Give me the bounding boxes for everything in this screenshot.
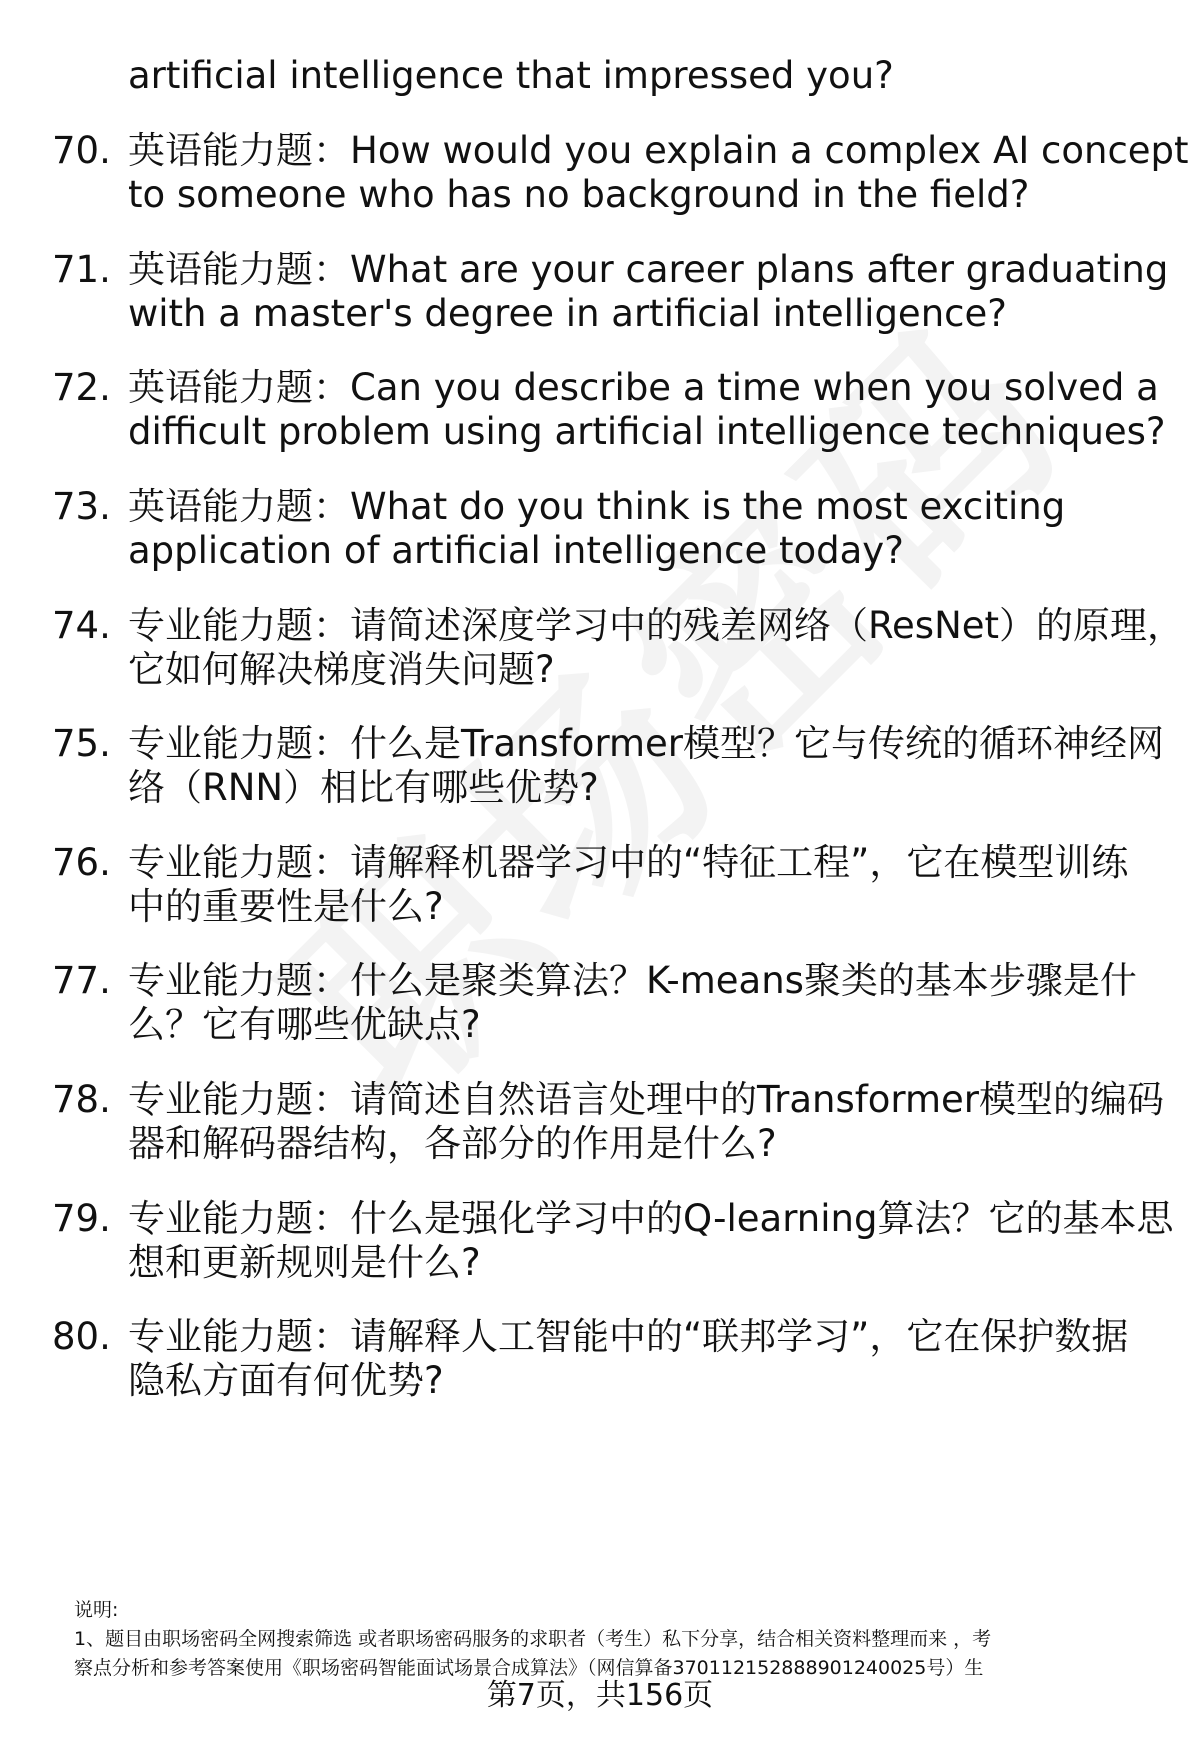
question-line-2: with a master's degree in artificial intelligence? (128, 292, 1007, 335)
question-number: 74. (52, 604, 111, 647)
question-line-1: 专业能力题：什么是强化学习中的Q-learning算法？它的基本思 (128, 1197, 1174, 1240)
question-line-1: 专业能力题：什么是Transformer模型？它与传统的循环神经网 (128, 722, 1165, 765)
question-line-1: 英语能力题：What do you think is the most exciting (128, 485, 1066, 528)
notes-line-1: 1、题目由职场密码全网搜索筛选 或者职场密码服务的求职者（考生）私下分享，结合相关资料整理而来 ，考 (74, 1628, 992, 1650)
question-line-2: difficult problem using artificial intelligence techniques? (128, 410, 1166, 453)
question-line-1: 专业能力题：请解释机器学习中的“特征工程”，它在模型训练 (128, 841, 1129, 884)
question-line-2: 中的重要性是什么? (128, 885, 444, 928)
question-number: 73. (52, 485, 111, 528)
question-number: 78. (52, 1078, 111, 1121)
question-line-1: 专业能力题：请解释人工智能中的“联邦学习”，它在保护数据 (128, 1315, 1129, 1358)
question-line-2: 么？它有哪些优缺点? (128, 1003, 481, 1046)
question-number: 75. (52, 722, 111, 765)
question-line-2: application of artificial intelligence today? (128, 529, 904, 572)
page-footer: 第7页，共156页 (486, 1678, 714, 1713)
question-line-2: 器和解码器结构，各部分的作用是什么? (128, 1122, 777, 1165)
question-line-1: 专业能力题：请简述深度学习中的残差网络（ResNet）的原理， (128, 604, 1185, 647)
question-number: 79. (52, 1197, 111, 1240)
question-line-1: 专业能力题：什么是聚类算法？K-means聚类的基本步骤是什 (128, 959, 1137, 1002)
question-number: 70. (52, 129, 111, 172)
question-line-2: 隐私方面有何优势? (128, 1359, 444, 1402)
question-number: 77. (52, 959, 111, 1002)
question-line-2: 络（RNN）相比有哪些优势? (128, 766, 599, 809)
question-number: 71. (52, 248, 111, 291)
carryover-question-line: artificial intelligence that impressed you? (128, 54, 894, 97)
question-line-2: 它如何解决梯度消失问题? (128, 648, 555, 691)
question-line-1: 英语能力题：Can you describe a time when you solved a (128, 366, 1159, 409)
question-line-2: 想和更新规则是什么? (128, 1241, 481, 1284)
question-line-2: to someone who has no background in the field? (128, 173, 1030, 216)
notes-line-2: 察点分析和参考答案使用《职场密码智能面试场景合成算法》（网信算备370112152888901240025号）生 (74, 1657, 984, 1679)
question-number: 72. (52, 366, 111, 409)
question-line-1: 英语能力题：How would you explain a complex AI concept (128, 129, 1189, 172)
question-line-1: 英语能力题：What are your career plans after graduating (128, 248, 1169, 291)
notes-section (74, 1596, 1154, 1683)
question-number: 80. (52, 1315, 111, 1358)
question-number: 76. (52, 841, 111, 884)
question-line-1: 专业能力题：请简述自然语言处理中的Transformer模型的编码 (128, 1078, 1165, 1121)
notes-heading: 说明: (74, 1599, 119, 1621)
